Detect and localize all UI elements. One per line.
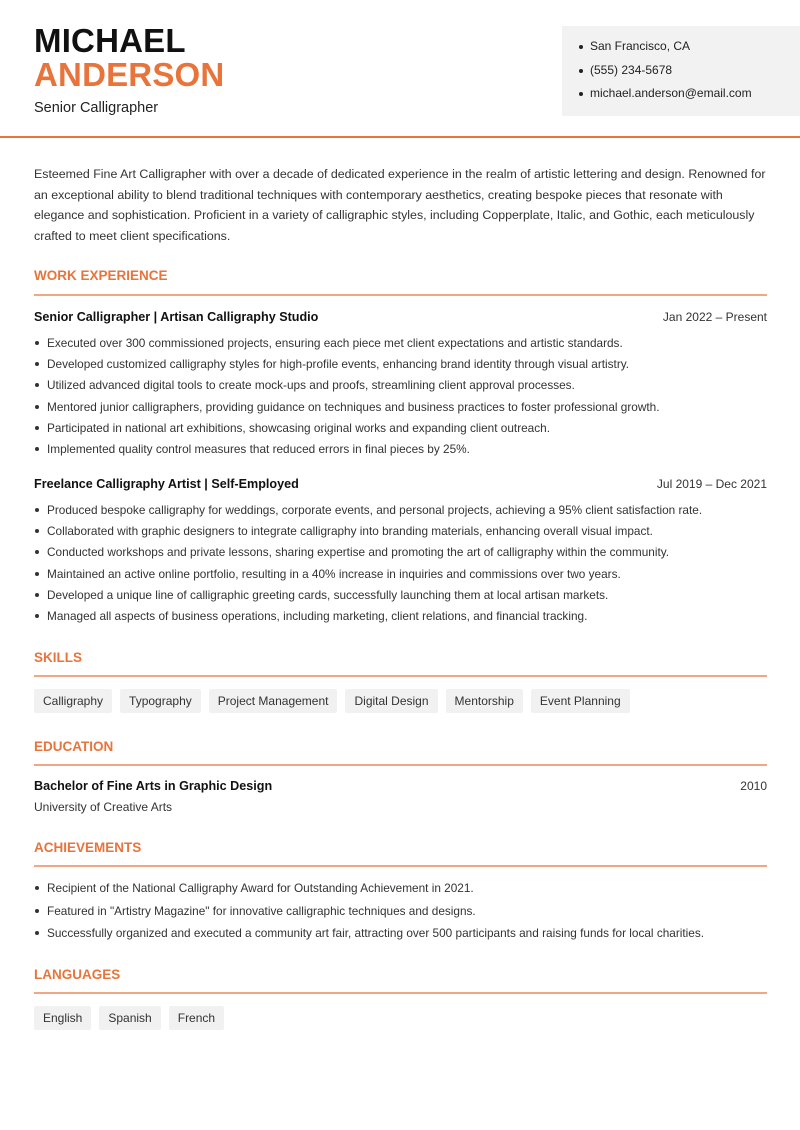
degree-year: 2010 bbox=[740, 779, 767, 793]
list-item: Executed over 300 commissioned projects, ensuring each piece met client expectations and artistic standards. bbox=[34, 336, 774, 357]
contact-email: michael.anderson@email.com bbox=[579, 87, 752, 111]
list-item: Utilized advanced digital tools to create mock-ups and proofs, streamlining client approval processes. bbox=[34, 378, 774, 399]
skills-tags bbox=[34, 689, 630, 713]
list-item: Implemented quality control measures that reduced errors in final pieces by 25%. bbox=[34, 442, 774, 463]
skill-tag: Event Planning bbox=[531, 689, 630, 713]
languages-heading: LANGUAGES bbox=[34, 967, 121, 982]
skill-tag: Project Management bbox=[209, 689, 338, 713]
resume-header bbox=[0, 0, 800, 138]
section-divider bbox=[34, 865, 767, 867]
list-item: Produced bespoke calligraphy for weddings, corporate events, and personal projects, achieving a 95% client satisfaction rate. bbox=[34, 503, 774, 524]
list-item: Featured in "Artistry Magazine" for innovative calligraphic techniques and designs. bbox=[34, 904, 774, 927]
job-date: Jan 2022 – Present bbox=[662, 310, 767, 324]
list-item: Developed customized calligraphy styles for high-profile events, enhancing brand identity through visual artistry. bbox=[34, 357, 774, 378]
list-item: Participated in national art exhibitions, showcasing original works and expanding client outreach. bbox=[34, 421, 774, 442]
skills-heading: SKILLS bbox=[34, 650, 83, 665]
list-item: Collaborated with graphic designers to integrate calligraphy into branding materials, enhancing overall visual impact. bbox=[34, 524, 774, 545]
job-title: Freelance Calligraphy Artist | Self-Employed bbox=[34, 477, 299, 491]
achievements-heading: ACHIEVEMENTS bbox=[34, 840, 142, 855]
job-role: Senior Calligrapher bbox=[34, 100, 159, 116]
education-heading: EDUCATION bbox=[34, 739, 114, 754]
work-experience-heading: WORK EXPERIENCE bbox=[34, 268, 168, 283]
section-divider bbox=[34, 675, 767, 677]
language-tag: English bbox=[34, 1006, 91, 1030]
contact-phone: (555) 234-5678 bbox=[579, 64, 752, 88]
job-date: Jul 2019 – Dec 2021 bbox=[656, 477, 767, 491]
list-item: Maintained an active online portfolio, resulting in a 40% increase in inquiries and commissions over two years. bbox=[34, 567, 774, 588]
list-item: Conducted workshops and private lessons, sharing expertise and promoting the art of calligraphy within the community. bbox=[34, 545, 774, 566]
achievement-bullets bbox=[34, 881, 774, 949]
language-tag: French bbox=[169, 1006, 224, 1030]
section-divider bbox=[34, 992, 767, 994]
last-name: ANDERSON bbox=[34, 56, 225, 93]
list-item: Mentored junior calligraphers, providing guidance on techniques and business practices to foster professional growth. bbox=[34, 400, 774, 421]
skill-tag: Mentorship bbox=[446, 689, 523, 713]
contact-location: San Francisco, CA bbox=[579, 40, 752, 64]
school-name: University of Creative Arts bbox=[34, 800, 173, 814]
skill-tag: Digital Design bbox=[345, 689, 437, 713]
summary-paragraph: Esteemed Fine Art Calligrapher with over a decade of dedicated experience in the realm of artistic lettering and design. Renowned for an exceptional ability to blend traditional techniques with contemporary aesthetics, creating bespoke pieces that resonate with elegance and sophistication. Proficient in a variety of calligraphic styles, including Copperplate, Italic, and Gothic, each meticulously crafted to meet client specifications. bbox=[34, 167, 766, 243]
skill-tag: Typography bbox=[120, 689, 201, 713]
list-item: Successfully organized and executed a community art fair, attracting over 500 participants and raising funds for local charities. bbox=[34, 926, 774, 949]
job-bullets bbox=[34, 503, 774, 630]
language-tags bbox=[34, 1006, 224, 1030]
degree-title: Bachelor of Fine Arts in Graphic Design bbox=[34, 779, 273, 793]
list-item: Recipient of the National Calligraphy Award for Outstanding Achievement in 2021. bbox=[34, 881, 774, 904]
section-divider bbox=[34, 764, 767, 766]
list-item: Managed all aspects of business operations, including marketing, client relations, and financial tracking. bbox=[34, 609, 774, 630]
first-name: MICHAEL bbox=[34, 22, 186, 59]
contact-box bbox=[562, 26, 800, 116]
job-title: Senior Calligrapher | Artisan Calligraphy Studio bbox=[34, 310, 319, 324]
list-item: Developed a unique line of calligraphic greeting cards, successfully launching them at local artisan markets. bbox=[34, 588, 774, 609]
section-divider bbox=[34, 294, 767, 296]
language-tag: Spanish bbox=[99, 1006, 160, 1030]
skill-tag: Calligraphy bbox=[34, 689, 112, 713]
job-bullets bbox=[34, 336, 774, 463]
